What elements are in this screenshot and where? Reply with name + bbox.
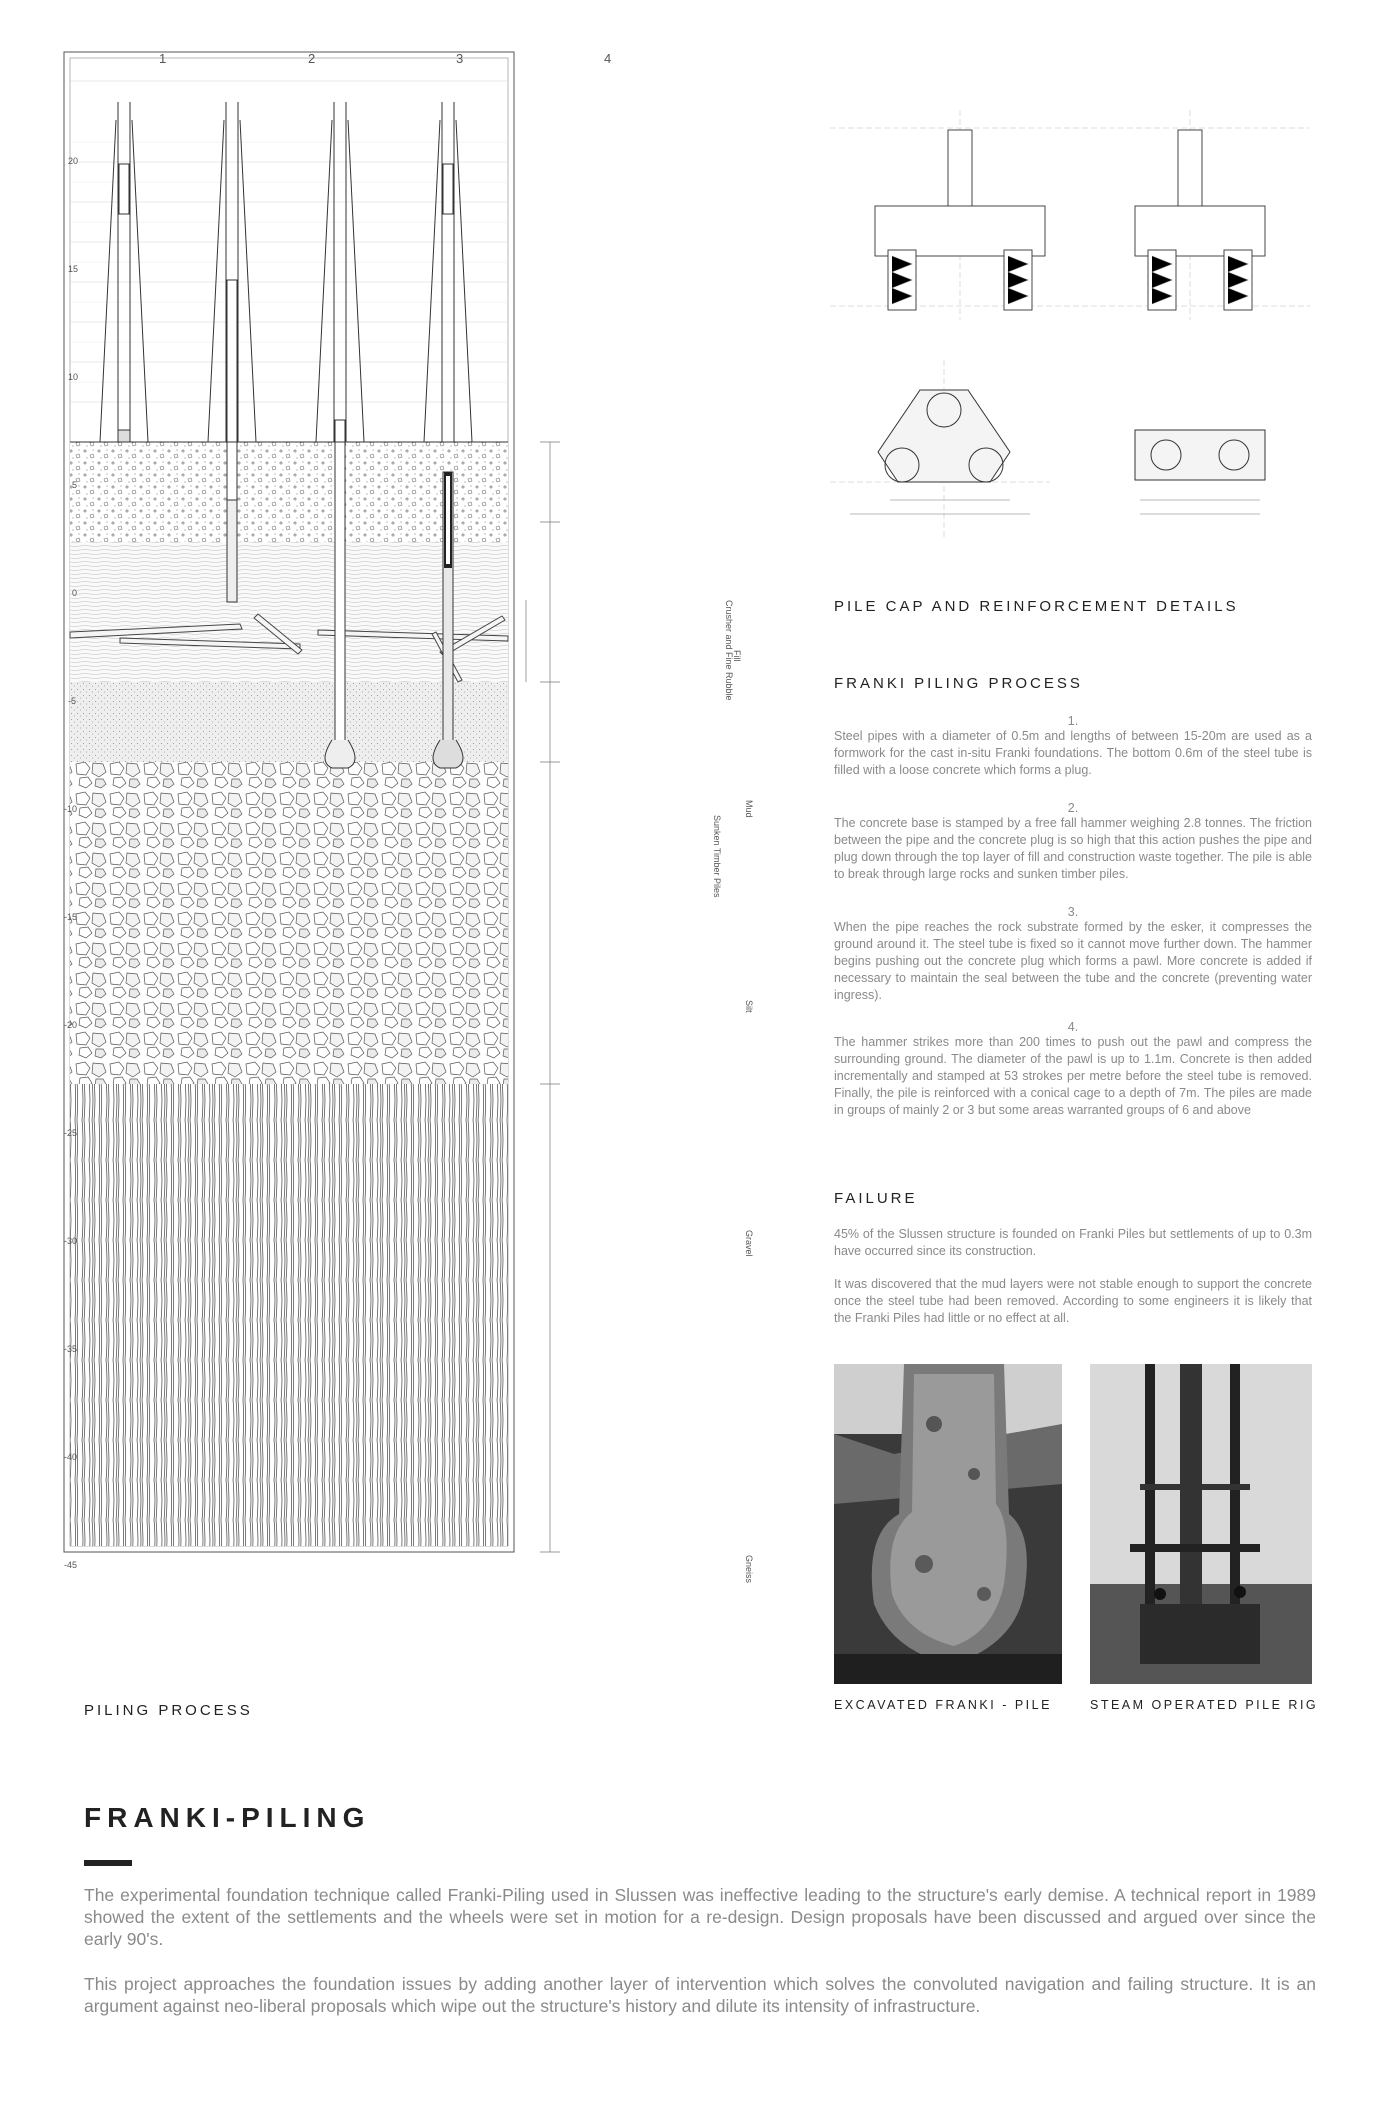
step-text: The concrete base is stamped by a free fall hammer weighing 2.8 tonnes. The friction between the pipe and the concrete plug is so high that this action pushes the pipe and plug down through the top layer of fill and construction waste together. The pile is able to break through large rocks and sunken timber piles. xyxy=(834,816,1312,881)
depth-tick: -40 xyxy=(64,1452,78,1462)
depth-tick: 0 xyxy=(72,588,78,598)
depth-tick: 10 xyxy=(68,372,79,382)
depth-tick: 5 xyxy=(72,480,78,490)
process-steps xyxy=(834,700,1312,1119)
depth-tick: 20 xyxy=(68,156,79,166)
strata-label-timber: Sunken Timber Piles xyxy=(712,815,722,898)
depth-tick: -20 xyxy=(64,1020,78,1030)
depth-tick: 15 xyxy=(68,264,79,274)
depth-tick: -45 xyxy=(64,1560,78,1570)
depth-tick: -35 xyxy=(64,1344,78,1354)
column-label: 2 xyxy=(308,51,316,66)
strata-label-gneiss: Gneiss xyxy=(744,1555,754,1584)
depth-tick: -10 xyxy=(64,804,78,814)
photo-caption-1: EXCAVATED FRANKI - PILE xyxy=(834,1698,1052,1712)
pile-cap-details xyxy=(830,110,1310,560)
failure-paragraph-1: 45% of the Slussen structure is founded on Franki Piles but settlements of up to 0.3m have occurred since its construction. xyxy=(834,1227,1312,1258)
step-number: 1. xyxy=(1067,714,1079,728)
depth-tick: -30 xyxy=(64,1236,78,1246)
step-number: 3. xyxy=(1067,905,1079,919)
step-number: 2. xyxy=(1067,801,1079,815)
photo-caption-2: STEAM OPERATED PILE RIG xyxy=(1090,1698,1319,1712)
pile-rig-photo xyxy=(1090,1364,1312,1684)
depth-tick: -15 xyxy=(64,912,78,922)
excavated-pile-photo xyxy=(834,1364,1062,1684)
detail-title: PILE CAP AND REINFORCEMENT DETAILS xyxy=(834,598,1239,615)
strata-label-gravel: Gravel xyxy=(744,1230,754,1257)
page-title: FRANKI-PILING xyxy=(84,1802,371,1833)
depth-tick: -5 xyxy=(68,696,77,706)
strata-label-mud: Mud xyxy=(744,800,754,818)
step-text: The hammer strikes more than 200 times to push out the pawl and compress the surrounding ground. The diameter of the pawl is up to 1.1m. Concrete is then added incrementally and stamped at 53 strokes per metre before the steel tube is removed. Finally, the pile is reinforced with a conical cage to a depth of 7m. The piles are made in groups of mainly 2 or 3 but some areas warranted groups of 6 and above xyxy=(834,1035,1312,1117)
step-text: Steel pipes with a diameter of 0.5m and lengths of between 15-20m are used as a formwork for the cast in-situ Franki foundations. The bottom 0.6m of the steel tube is filled with a loose concrete which forms a plug. xyxy=(834,729,1312,777)
title-rule xyxy=(84,1860,132,1866)
column-label: 4 xyxy=(604,51,612,66)
strata-label-silt: Silt xyxy=(744,1000,754,1013)
piling-caption: PILING PROCESS xyxy=(84,1702,253,1719)
step-number: 4. xyxy=(1067,1020,1079,1034)
column-label: 3 xyxy=(456,51,464,66)
strata-label-fill: Fill xyxy=(732,650,742,662)
failure-paragraph-2: It was discovered that the mud layers were not stable enough to support the concrete once the steel tube had been removed. According to some engineers it is likely that the Franki Piles had little or no effect at all. xyxy=(834,1277,1312,1325)
failure-title: FAILURE xyxy=(834,1190,918,1207)
intro-paragraph-2: This project approaches the foundation issues by adding another layer of intervention which solves the convoluted navigation and failing structure. It is an argument against neo-liberal proposals which wipe out the structure's history and dilute its intensity of infrastructure. xyxy=(84,1974,1316,2016)
process-title: FRANKI PILING PROCESS xyxy=(834,675,1083,692)
column-label: 1 xyxy=(159,51,167,66)
piling-section-drawing xyxy=(40,40,760,1690)
depth-tick: -25 xyxy=(64,1128,78,1138)
intro-paragraph-1: The experimental foundation technique called Franki-Piling used in Slussen was ineffective leading to the structure's early demise. A technical report in 1989 showed the extent of the settlements and the wheels were set in motion for a re-design. Design proposals have been discussed and argued over since the early 90's. xyxy=(84,1885,1316,1949)
strata-label-crusher: Crusher and Fine Rubble xyxy=(724,600,734,701)
step-text: When the pipe reaches the rock substrate formed by the esker, it compresses the ground around it. The steel tube is fixed so it cannot move further down. The hammer begins pushing out the concrete plug which forms a pawl. More concrete is added if necessary to maintain the seal between the tube and the concrete (preventing water ingress). xyxy=(834,920,1312,1002)
